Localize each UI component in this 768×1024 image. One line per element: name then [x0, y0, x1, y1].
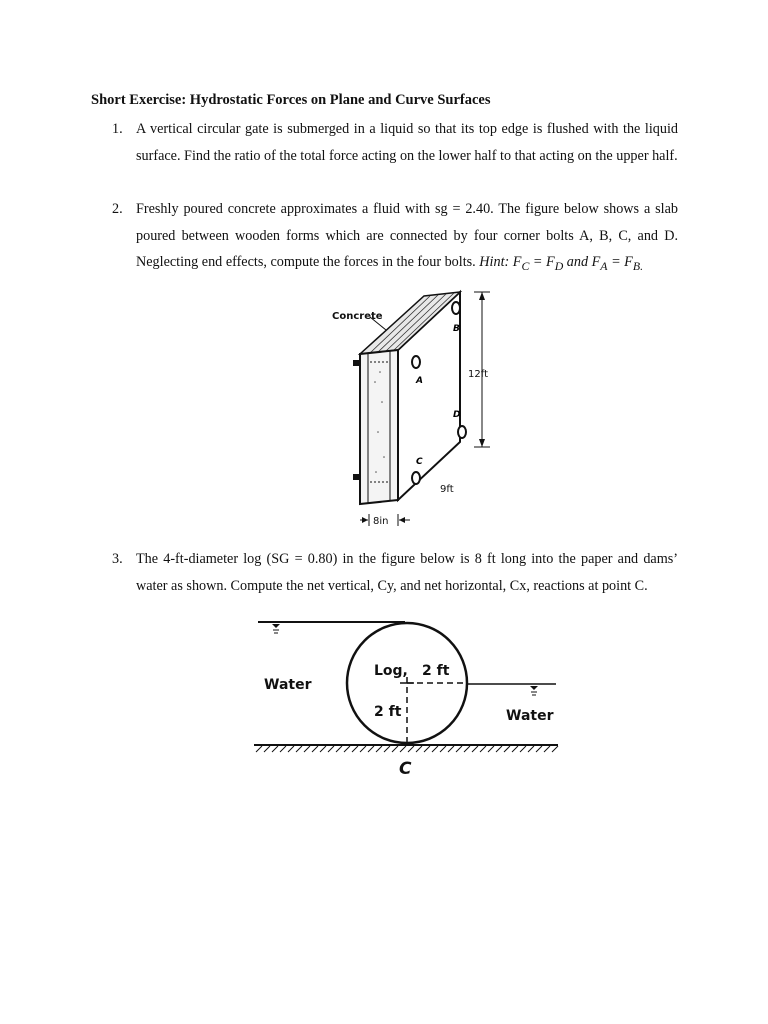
bolt-c-icon: [412, 472, 420, 484]
exercise-heading: Short Exercise: Hydrostatic Forces on Plane and Curve Surfaces: [91, 92, 491, 108]
problem-2-block: [136, 196, 678, 279]
radius-horizontal-label: 2 ft: [422, 663, 450, 679]
bolt-d-label: D: [453, 410, 461, 420]
problem-2-text: Freshly poured concrete approximates a fluid with sg = 2.40. The figure below shows a slab poured between wooden forms which are connected by four corner bolts A, B, C, and D. Neglecting end effects, compute the forces in the four bolts.: [136, 201, 678, 270]
slab-side-face: [360, 350, 398, 504]
problem-1-number: 1.: [112, 121, 123, 137]
right-water-level-icon: [530, 686, 538, 695]
bolt-d-icon: [458, 426, 466, 438]
bolt-a-label: A: [416, 376, 423, 386]
height-label: 12ft: [468, 369, 488, 380]
width-label: 9ft: [440, 484, 454, 495]
bolt-a-icon: [412, 356, 420, 368]
concrete-slab-figure: [320, 282, 510, 542]
problem-2-number: 2.: [112, 201, 123, 217]
bolt-b-label: B: [453, 324, 460, 334]
radius-vertical-label: 2 ft: [374, 704, 402, 720]
bolt-c-label: C: [416, 457, 423, 467]
problem-2-hint: Hint: $F_C = F_D$ and $F_A = F_{B.}$: [479, 254, 644, 273]
log-label: Log,: [374, 663, 408, 679]
problem-1-text: A vertical circular gate is submerged in a liquid so that its top edge is flushed with the liquid surface. Find the ratio of the total force acting on the lower half to that acting on the upper half.: [136, 121, 678, 164]
left-water-level-icon: [272, 624, 280, 633]
bolt-b-icon: [452, 302, 460, 314]
left-bolt-top: [353, 360, 360, 366]
point-c-label: C: [399, 759, 412, 779]
concrete-label: Concrete: [332, 311, 383, 322]
water-right-label: Water: [506, 708, 554, 724]
water-left-label: Water: [264, 677, 312, 693]
problem-3-number: 3.: [112, 551, 123, 567]
thickness-label: 8in: [373, 516, 389, 527]
ground-hatching: [256, 746, 558, 752]
problem-3-text: The 4-ft-diameter log (SG = 0.80) in the figure below is 8 ft long into the paper and dams’ water as shown. Compute the net vertical, Cy, and net horizontal, Cx, reactions at point C.: [136, 551, 678, 594]
log-figure: [250, 612, 562, 782]
left-bolt-bottom: [353, 474, 360, 480]
